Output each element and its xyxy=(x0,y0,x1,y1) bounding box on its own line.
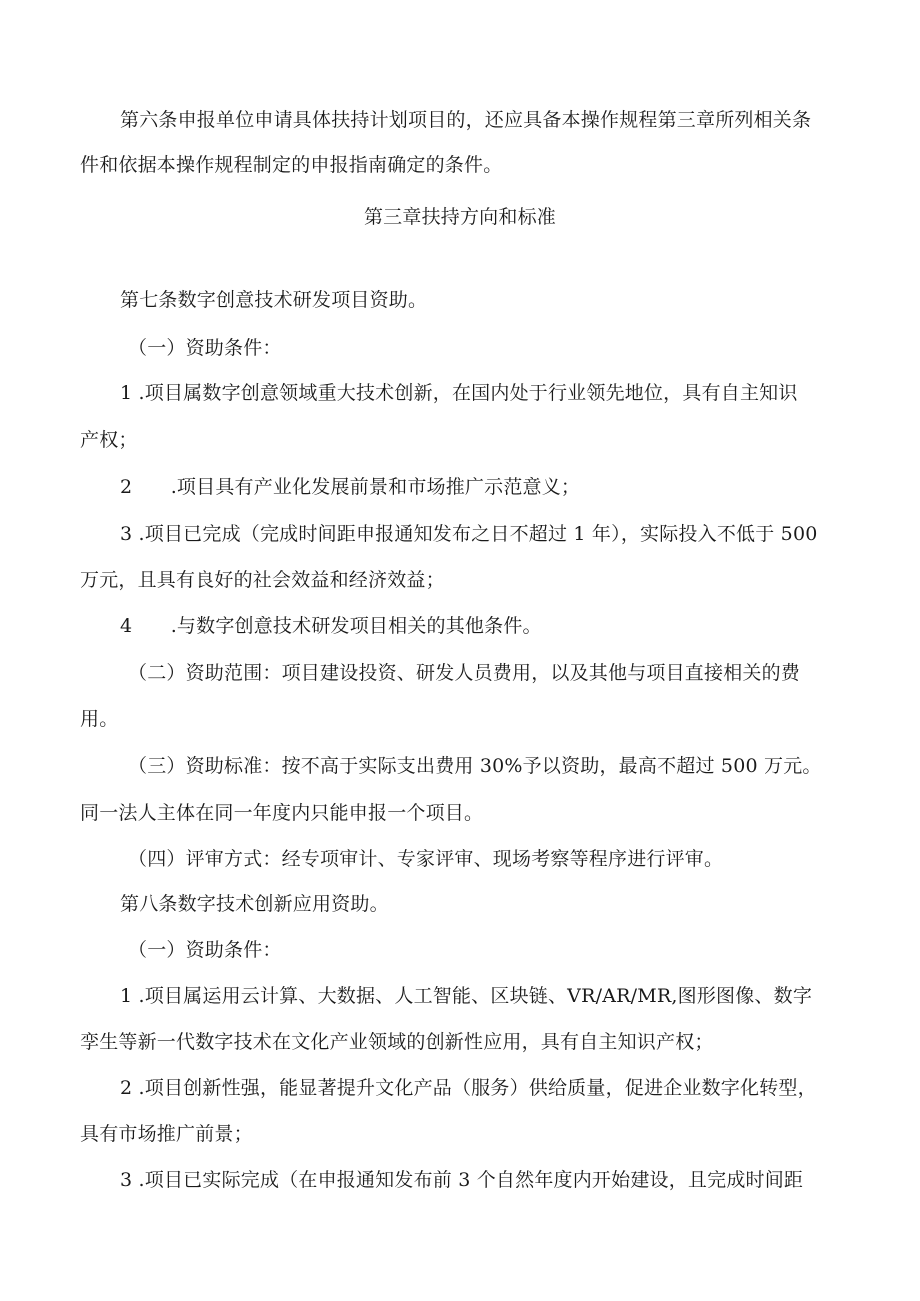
paragraph-line: （二）资助范围：项目建设投资、研发人员费用，以及其他与项目直接相关的费 xyxy=(128,662,801,684)
list-item-line: 孪生等新一代数字技术在文化产业领域的创新性应用，具有自主知识产权； xyxy=(80,1031,714,1053)
paragraph-line: 件和依据本操作规程制定的申报指南确定的条件。 xyxy=(80,154,503,176)
section-heading: （一）资助条件： xyxy=(128,939,282,961)
list-item-line: 3 .项目已实际完成（在申报通知发布前 3 个自然年度内开始建设，且完成时间距 xyxy=(120,1169,804,1191)
list-item-line: 万元，且具有良好的社会效益和经济效益； xyxy=(80,569,445,591)
section-heading: （一）资助条件： xyxy=(128,337,282,359)
list-item-line: 2 .项目具有产业化发展前景和市场推广示范意义； xyxy=(120,476,581,498)
paragraph-line: （三）资助标准：按不高于实际支出费用 30%予以资助，最高不超过 500 万元。 xyxy=(128,755,822,777)
list-item-line: 产权； xyxy=(80,429,138,451)
article-heading: 第七条数字创意技术研发项目资助。 xyxy=(120,289,428,311)
list-item-line: 1 .项目属数字创意领域重大技术创新，在国内处于行业领先地位，具有自主知识 xyxy=(120,382,798,404)
chapter-heading: 第三章扶持方向和标准 xyxy=(363,206,556,228)
paragraph-line: （四）评审方式：经专项审计、专家评审、现场考察等程序进行评审。 xyxy=(128,848,724,870)
list-item-line: 2 .项目创新性强，能显著提升文化产品（服务）供给质量，促进企业数字化转型， xyxy=(120,1077,817,1099)
list-item-line: 4 .与数字创意技术研发项目相关的其他条件。 xyxy=(120,615,542,637)
list-item-line: 3 .项目已完成（完成时间距申报通知发布之日不超过 1 年），实际投入不低于 500 xyxy=(120,523,818,545)
paragraph-line: 用。 xyxy=(80,708,119,730)
list-item-line: 1 .项目属运用云计算、大数据、人工智能、区块链、VR/AR/MR,图形图像、数字 xyxy=(120,985,813,1007)
paragraph-line: 同一法人主体在同一年度内只能申报一个项目。 xyxy=(80,802,484,824)
list-item-line: 具有市场推广前景； xyxy=(80,1123,253,1145)
paragraph-line: 第六条申报单位申请具体扶持计划项目的，还应具备本操作规程第三章所列相关条 xyxy=(120,109,812,131)
article-heading: 第八条数字技术创新应用资助。 xyxy=(120,893,389,915)
